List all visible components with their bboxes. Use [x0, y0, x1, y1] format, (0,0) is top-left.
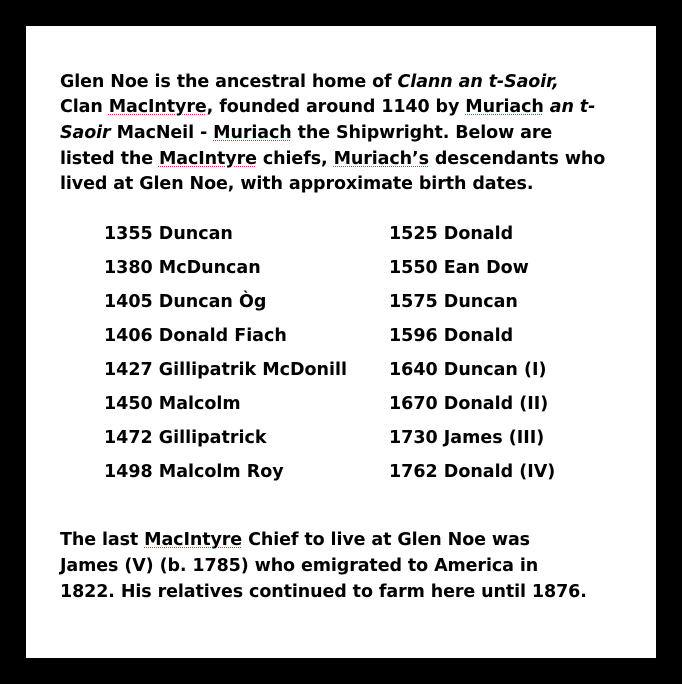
list-item: 1498 Malcolm Roy	[104, 462, 284, 483]
closing-text-2: Chief to live at Glen Noe was	[242, 530, 530, 551]
list-item: 1406 Donald Fiach	[104, 326, 287, 347]
intro-text-4: MacNeil -	[110, 122, 214, 143]
intro-text-2: Clan	[60, 97, 109, 118]
list-item: 1472 Gillipatrick	[104, 428, 267, 449]
intro-paragraph	[60, 70, 626, 199]
intro-text-8: descendants who	[428, 148, 606, 169]
list-item: 1762 Donald (IV)	[389, 462, 556, 483]
intro-text-7: chiefs,	[256, 148, 334, 169]
list-item: 1405 Duncan Òg	[104, 292, 267, 313]
intro-text-3: , founded around 1140 by	[206, 97, 466, 118]
intro-spell-muriach-2: Muriach	[213, 122, 292, 143]
intro-text-1: Glen Noe is the ancestral home of	[60, 71, 398, 92]
intro-text-6: listed the	[60, 148, 159, 169]
intro-text-5: the Shipwright. Below are	[291, 122, 553, 143]
list-item: 1640 Duncan (I)	[389, 360, 547, 381]
list-item: 1550 Ean Dow	[389, 258, 529, 279]
intro-italic-clann: Clann an t-Saoir,	[397, 71, 559, 92]
list-item: 1355 Duncan	[104, 224, 233, 245]
intro-italic-saoir: Saoir	[60, 122, 111, 143]
chiefs-list	[60, 224, 626, 482]
intro-spell-muriachs: Muriach’s	[333, 148, 429, 169]
intro-italic-an-t: an t-	[543, 97, 596, 118]
closing-text-4: 1822. His relatives continued to farm here until 1876.	[60, 581, 587, 602]
document-content	[26, 26, 656, 658]
list-item: 1730 James (III)	[389, 428, 545, 449]
closing-text-3: James (V) (b. 1785) who emigrated to America in	[60, 555, 539, 576]
intro-spell-macintyre-2: MacIntyre	[158, 148, 257, 169]
intro-text-9: lived at Glen Noe, with approximate birth dates.	[60, 174, 534, 195]
intro-spell-macintyre: MacIntyre	[108, 97, 207, 118]
closing-spell-macintyre: MacIntyre	[144, 530, 243, 551]
intro-spell-muriach: Muriach	[465, 97, 544, 118]
list-item: 1427 Gillipatrik McDonill	[104, 360, 348, 381]
closing-paragraph	[60, 528, 626, 605]
list-item: 1596 Donald	[389, 326, 514, 347]
list-item: 1450 Malcolm	[104, 394, 241, 415]
list-item: 1670 Donald (II)	[389, 394, 549, 415]
list-item: 1525 Donald	[389, 224, 514, 245]
list-item: 1575 Duncan	[389, 292, 518, 313]
closing-text-1: The last	[60, 530, 145, 551]
list-item: 1380 McDuncan	[104, 258, 261, 279]
